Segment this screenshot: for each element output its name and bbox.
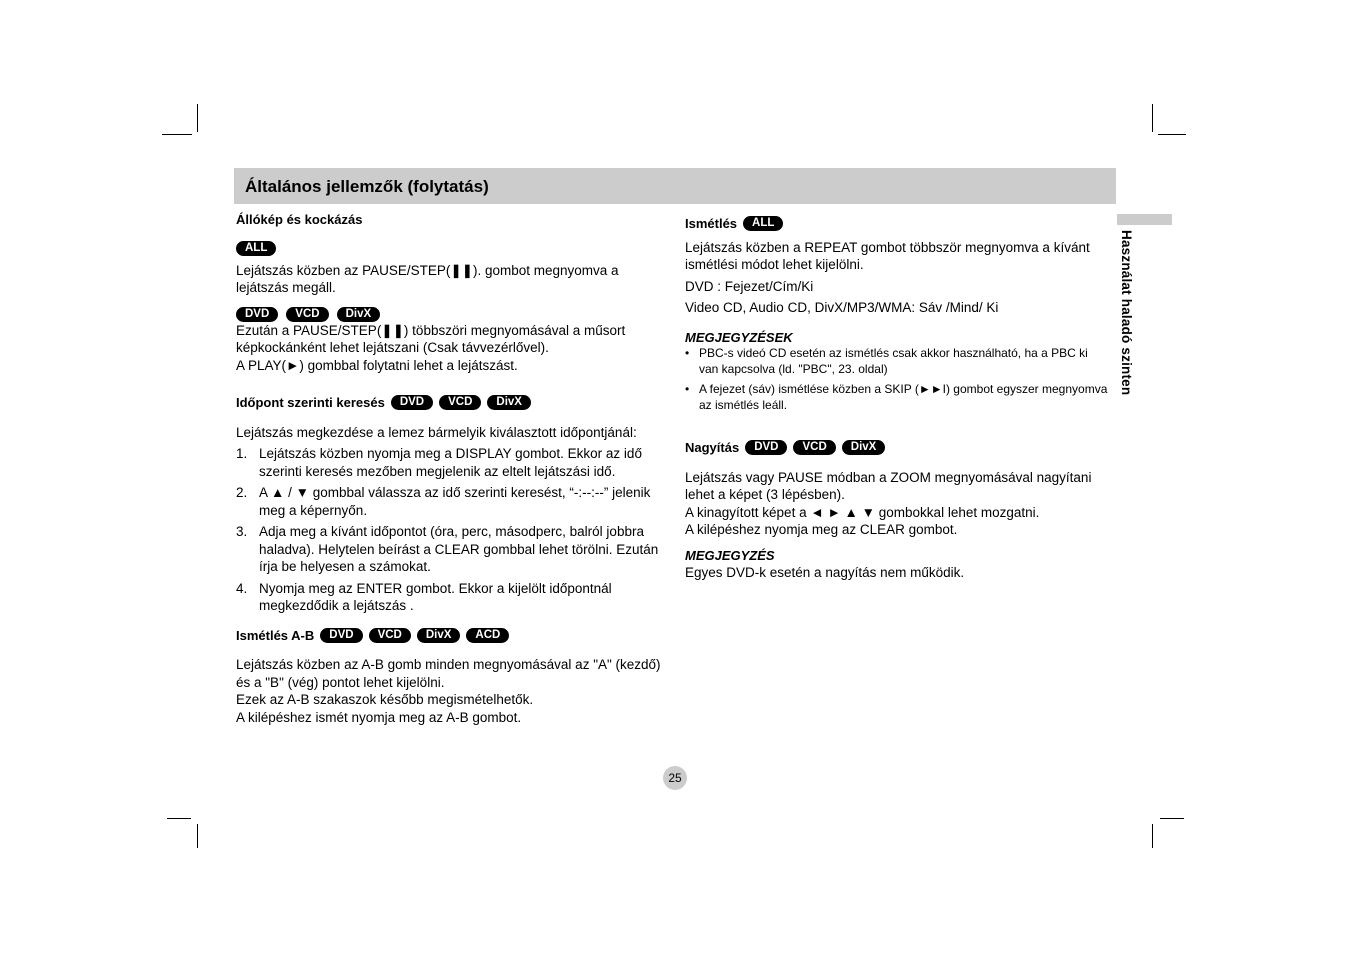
- list-item: • A fejezet (sáv) ismétlése közben a SKIP (►►I) gombot egyszer megnyomva az ismétlés leáll.: [685, 382, 1109, 413]
- badge-vcd: VCD: [369, 628, 411, 643]
- ab-repeat-heading: [236, 627, 668, 645]
- list-item: [236, 580, 668, 615]
- time-search-heading-text: Időpont szerinti keresés: [236, 395, 385, 410]
- crop-mark: [1152, 104, 1153, 132]
- section-header: [234, 168, 1116, 204]
- list-item: [236, 523, 668, 576]
- crop-mark: [1158, 134, 1186, 135]
- right-column: [685, 215, 1109, 582]
- crop-mark: [1152, 824, 1153, 848]
- still-text-3: A PLAY(►) gombbal folytatni lehet a lejátszást.: [236, 357, 518, 373]
- badge-divx: DivX: [487, 395, 531, 410]
- badge-dvd: DVD: [391, 395, 433, 410]
- crop-mark: [162, 134, 192, 135]
- badge-vcd: VCD: [286, 307, 328, 322]
- badge-dvd: DVD: [320, 628, 362, 643]
- ab-text-2: Ezek az A-B szakaszok később megismételhetők.: [236, 692, 534, 707]
- side-tab: [1117, 214, 1172, 225]
- left-column: [236, 211, 668, 726]
- still-text-1: Lejátszás közben az PAUSE/STEP(❚❚). gombot megnyomva a lejátszás megáll.: [236, 262, 619, 295]
- notes-title: MEGJEGYZÉSEK: [685, 329, 793, 345]
- badge-all: ALL: [236, 241, 276, 256]
- zoom-text-2: A kinagyított képet a ◄ ► ▲ ▼ gombokkal lehet mozgatni.: [685, 504, 1040, 520]
- repeat-text-3: Video CD, Audio CD, DivX/MP3/WMA: Sáv /Mind/ Ki: [685, 300, 999, 315]
- zoom-heading: [685, 439, 1109, 457]
- badge-divx: DivX: [842, 440, 886, 455]
- repeat-heading: [685, 215, 1109, 233]
- badge-acd: ACD: [466, 628, 509, 643]
- badge-vcd: VCD: [793, 440, 835, 455]
- repeat-text-2: DVD : Fejezet/Cím/Ki: [685, 278, 814, 294]
- time-search-steps: [236, 445, 668, 615]
- page-number: 25: [663, 766, 687, 790]
- still-text-2: Ezután a PAUSE/STEP(❚❚) többszöri megnyomásával a műsort képkockánként lehet lejátszani (Csak távvezérlővel).: [236, 322, 626, 355]
- ab-text-3: A kilépéshez ismét nyomja meg az A-B gombot.: [236, 709, 522, 725]
- list-item: [236, 484, 668, 519]
- badge-all: ALL: [743, 216, 783, 231]
- crop-mark: [167, 818, 191, 819]
- badge-divx: DivX: [337, 307, 381, 322]
- step-number: 3.: [236, 524, 248, 539]
- page-title: Általános jellemzők (folytatás): [245, 177, 489, 196]
- zoom-note: Egyes DVD-k esetén a nagyítás nem működik.: [685, 565, 965, 580]
- zoom-note-title: MEGJEGYZÉS: [685, 547, 775, 563]
- still-badges: [236, 307, 668, 322]
- badge-divx: DivX: [417, 628, 461, 643]
- repeat-text-1: Lejátszás közben a REPEAT gombot többször megnyomva a kívánt ismétlési módot lehet kijelölni.: [685, 239, 1090, 272]
- crop-mark: [197, 104, 198, 132]
- time-search-intro: Lejátszás megkezdése a lemez bármelyik kiválasztott időpontjánál:: [236, 424, 637, 440]
- step-number: 2.: [236, 485, 248, 500]
- list-item: • PBC-s videó CD esetén az ismétlés csak akkor használható, ha a PBC ki van kapcsolva (ld. "PBC", 23. oldal): [685, 346, 1109, 377]
- ab-text-1: Lejátszás közben az A-B gomb minden megnyomásával az "A" (kezdő) és a "B" (vég) pontot lehet kijelölni.: [236, 657, 661, 690]
- step-number: 1.: [236, 446, 248, 461]
- repeat-heading-text: Ismétlés: [685, 216, 738, 231]
- time-search-heading: [236, 394, 668, 412]
- still-badges-all: [236, 241, 668, 256]
- step-number: 4.: [236, 580, 248, 596]
- zoom-text-3: A kilépéshez nyomja meg az CLEAR gombot.: [685, 522, 958, 537]
- still-heading: [236, 211, 668, 229]
- ab-repeat-heading-text: Ismétlés A-B: [236, 627, 315, 643]
- repeat-notes: [685, 346, 1109, 413]
- step-text: Nyomja meg az ENTER gombot. Ekkor a kijelölt időpontnál megkezdődik a lejátszás .: [259, 580, 612, 613]
- badge-dvd: DVD: [236, 307, 278, 322]
- crop-mark: [197, 824, 198, 848]
- badge-vcd: VCD: [439, 395, 481, 410]
- zoom-text-1: Lejátszás vagy PAUSE módban a ZOOM megnyomásával nagyítani lehet a képet (3 lépésben).: [685, 469, 1092, 502]
- still-heading-text: Állókép és kockázás: [236, 212, 363, 227]
- step-text: Lejátszás közben nyomja meg a DISPLAY gombot. Ekkor az idő szerinti keresés mezőben megjelenik az eltelt lejátszási idő.: [259, 446, 642, 479]
- zoom-heading-text: Nagyítás: [685, 440, 740, 455]
- step-text: A ▲ / ▼ gombbal válassza az idő szerinti keresést, “-:--:--” jelenik meg a képernyőn.: [259, 485, 651, 518]
- side-label: Használat haladó szinten: [1119, 230, 1134, 396]
- badge-dvd: DVD: [745, 440, 787, 455]
- crop-mark: [1160, 818, 1184, 819]
- list-item: [236, 445, 668, 480]
- step-text: Adja meg a kívánt időpontot (óra, perc, másodperc, balról jobbra haladva). Helytelen beírást a CLEAR gombbal lehet törölni. Ezután írja be helyesen a számokat.: [259, 524, 659, 574]
